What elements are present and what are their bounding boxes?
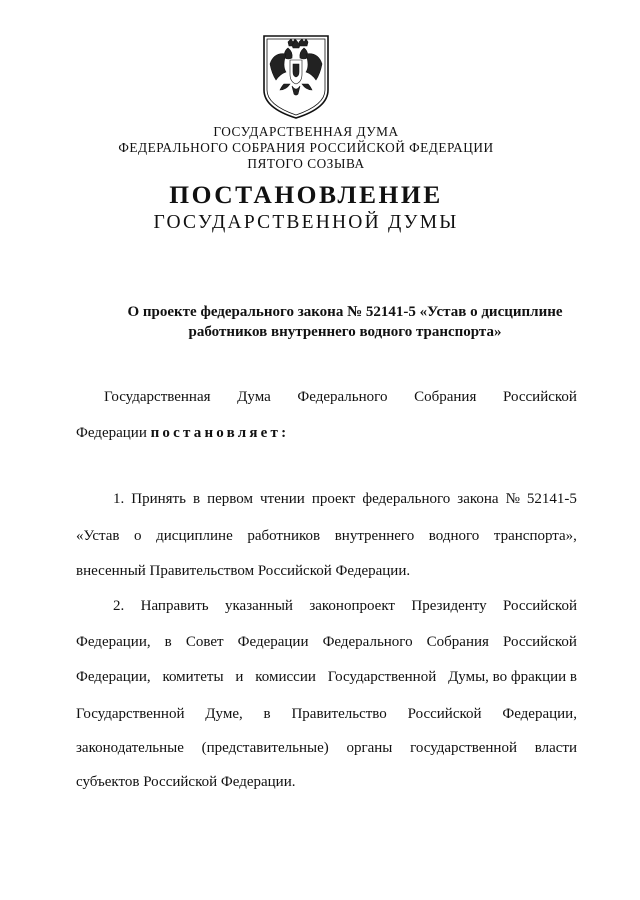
word: Государственной [327,669,437,685]
word: Федерации [237,634,309,650]
word: Российской [503,634,577,650]
word: Федерации, [76,634,151,650]
word: в [263,706,271,722]
word: Собрания [414,389,477,405]
word: первом [207,491,253,507]
word: «Устав [76,528,120,544]
word: Федерального [297,389,388,405]
word: Направить [140,598,209,614]
word: Совет [185,634,224,650]
word: работников [247,528,321,544]
preamble-text: Федерации [76,425,151,441]
word: чтении [259,491,305,507]
clause-2-line-5 [76,738,577,758]
clause-1-line-2 [76,526,577,546]
clause-1-line-3: внесенный Правительством Российской Федерации. [76,563,411,579]
word: закона [457,491,499,507]
word: власти [534,740,577,756]
clause-2-line-4 [76,704,577,724]
word: Собрания [426,634,489,650]
header-line-federal-assembly: ФЕДЕРАЛЬНОГО СОБРАНИЯ РОССИЙСКОЙ ФЕДЕРАЦИИ [118,140,494,155]
word: 2. [113,598,125,614]
word: Федерации, [76,669,151,685]
resolution-title: ПОСТАНОВЛЕНИЕ [169,180,443,209]
preamble-line-1 [104,387,577,407]
header-line-state-duma: ГОСУДАРСТВЕННАЯ ДУМА [213,124,399,139]
word: Федерации, [502,706,577,722]
word: Думы, во фракции в [448,669,577,685]
word: комитеты [162,669,224,685]
word: Государственной [76,706,185,722]
word: Российской [503,389,577,405]
word: транспорта», [493,528,577,544]
word: в [164,634,172,650]
word: федерального [362,491,451,507]
word: Российской [503,598,577,614]
word: в [192,491,201,507]
word: Принять [131,491,186,507]
word: 1. [113,491,125,507]
coat-of-arms-emblem [262,34,330,120]
word: органы [346,740,393,756]
word: законодательные [76,740,184,756]
word: дисциплине [156,528,233,544]
word: Федерального [322,634,413,650]
word: Государственная [104,389,211,405]
resolution-subtitle: ГОСУДАРСТВЕННОЙ ДУМЫ [153,212,459,233]
clause-1-line-1 [113,489,577,509]
word: проект [311,491,356,507]
preamble-line-2 [76,423,289,443]
clause-2-line-3 [76,667,577,687]
word: о [134,528,142,544]
word: законопроект [309,598,395,614]
decree-word: постановляет: [150,425,290,441]
clause-2-line-1 [113,596,577,616]
word: государственной [410,740,517,756]
word: внутреннего [334,528,415,544]
subject-line-2: работников внутреннего водного транспорта» [188,324,502,340]
word: комиссии [255,669,316,685]
word: Дума [237,389,271,405]
clause-2-line-6: субъектов Российской Федерации. [76,774,296,790]
word: водного [428,528,480,544]
word: Российской [407,706,482,722]
header-line-convocation: ПЯТОГО СОЗЫВА [247,156,365,171]
word: Думе, [205,706,243,722]
word: 52141-5 [526,491,577,507]
subject-line-1: О проекте федерального закона № 52141-5 «Устав о дисциплине [127,304,563,320]
word: и [235,669,244,685]
word: указанный [224,598,293,614]
word: Президенту [411,598,487,614]
word: № [505,491,520,507]
word: Правительство [291,706,387,722]
word: (представительные) [201,740,329,756]
clause-2-line-2 [76,632,577,652]
